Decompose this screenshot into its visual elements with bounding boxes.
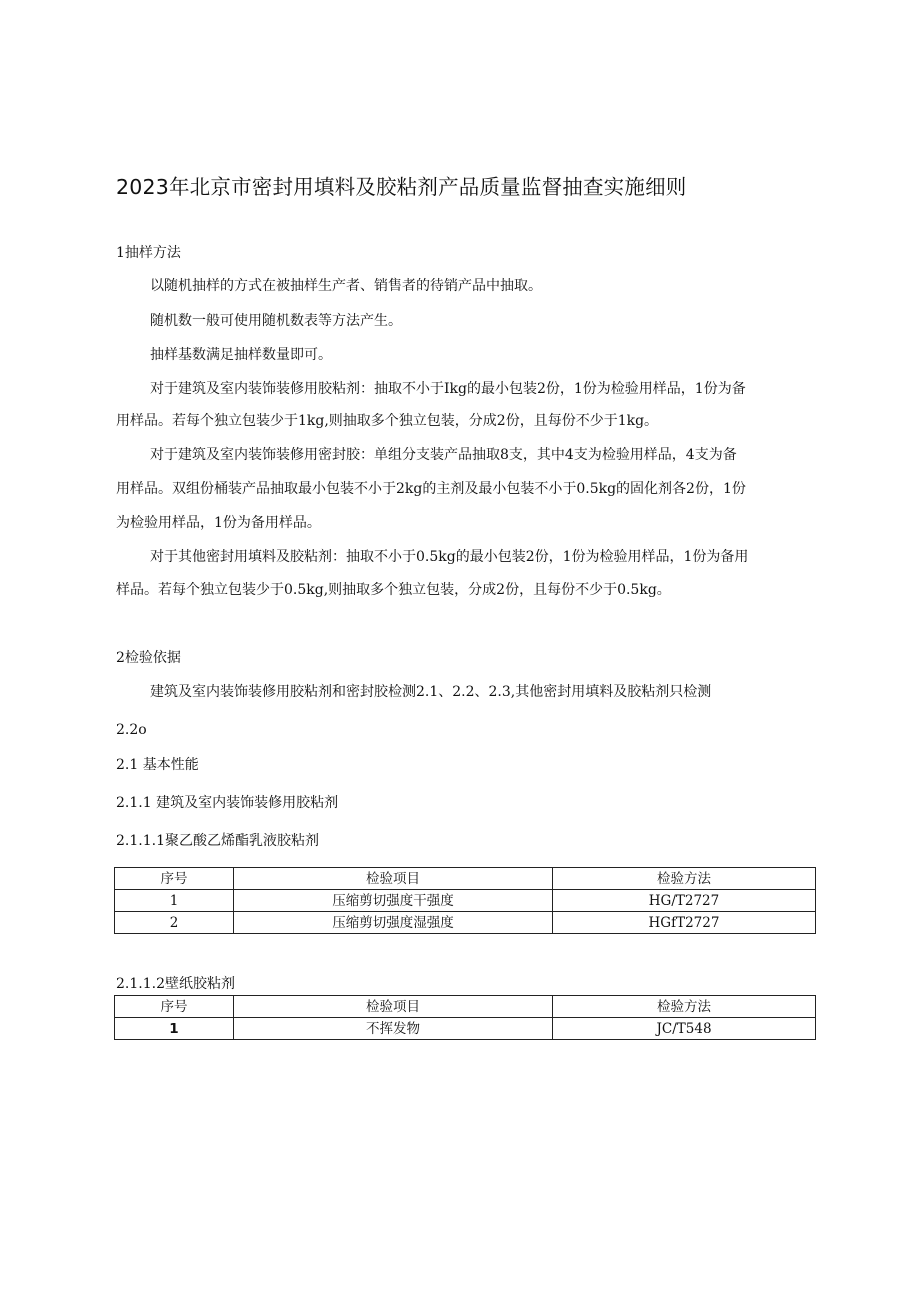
paragraph: 抽样基数满足抽样数量即可。: [150, 347, 332, 363]
table-row: [115, 890, 816, 912]
header-cell-item: 检验项目: [234, 996, 553, 1018]
table-row: [115, 912, 816, 934]
cell-method: HGfT2727: [553, 912, 816, 934]
paragraph-continued: 2.2o: [116, 722, 147, 738]
paragraph: 随机数一般可使用随机数表等方法产生。: [150, 313, 402, 329]
subsection-heading: 2.1 基本性能: [116, 757, 199, 773]
header-cell-item: 检验项目: [234, 868, 553, 890]
paragraph: 以随机抽样的方式在被抽样生产者、销售者的待销产品中抽取。: [150, 278, 542, 294]
cell-no: 1: [115, 1018, 234, 1040]
section-heading-inspection-basis: 2检验依据: [116, 650, 181, 666]
cell-item: 不挥发物: [234, 1018, 553, 1040]
paragraph-continued: 用样品。若每个独立包装少于1kg,则抽取多个独立包装，分成2份，且每份不少于1kg。: [116, 413, 659, 429]
section-heading-sampling: 1抽样方法: [116, 245, 181, 261]
table-row: [115, 1018, 816, 1040]
header-cell-no: 序号: [115, 996, 234, 1018]
header-cell-method: 检验方法: [553, 868, 816, 890]
inspection-table-pva-adhesive: [114, 867, 816, 934]
paragraph-continued: 样品。若每个独立包装少于0.5kg,则抽取多个独立包装，分成2份，且每份不少于0.5kg。: [116, 582, 671, 598]
document-title: 2023年北京市密封用填料及胶粘剂产品质量监督抽查实施细则: [116, 175, 687, 199]
table-header-row: [115, 868, 816, 890]
paragraph: 对于其他密封用填料及胶粘剂：抽取不小于0.5kg的最小包装2份，1份为检验用样品，1份为备用: [150, 549, 749, 565]
cell-method: JC/T548: [553, 1018, 816, 1040]
cell-item: 压缩剪切强度湿强度: [234, 912, 553, 934]
subsection-heading: 2.1.1.2壁纸胶粘剂: [116, 976, 235, 992]
cell-method: HG/T2727: [553, 890, 816, 912]
subsection-heading: 2.1.1 建筑及室内装饰装修用胶粘剂: [116, 795, 339, 811]
cell-no: 2: [115, 912, 234, 934]
inspection-table-wallpaper-adhesive: [114, 995, 816, 1040]
paragraph: 建筑及室内装饰装修用胶粘剂和密封胶检测2.1、2.2、2.3,其他密封用填料及胶粘剂只检测: [150, 684, 712, 700]
paragraph: 对于建筑及室内装饰装修用密封胶：单组分支装产品抽取8支，其中4支为检验用样品，4支为备: [150, 447, 737, 463]
header-cell-no: 序号: [115, 868, 234, 890]
cell-no: 1: [115, 890, 234, 912]
paragraph-continued: 为检验用样品，1份为备用样品。: [116, 515, 321, 531]
paragraph: 对于建筑及室内装饰装修用胶粘剂：抽取不小于Ikg的最小包装2份，1份为检验用样品，1份为备: [150, 381, 746, 397]
cell-item: 压缩剪切强度干强度: [234, 890, 553, 912]
paragraph-continued: 用样品。双组份桶装产品抽取最小包装不小于2kg的主剂及最小包装不小于0.5kg的固化剂各2份，1份: [116, 481, 746, 497]
header-cell-method: 检验方法: [553, 996, 816, 1018]
subsection-heading: 2.1.1.1聚乙酸乙烯酯乳液胶粘剂: [116, 833, 319, 849]
table-header-row: [115, 996, 816, 1018]
